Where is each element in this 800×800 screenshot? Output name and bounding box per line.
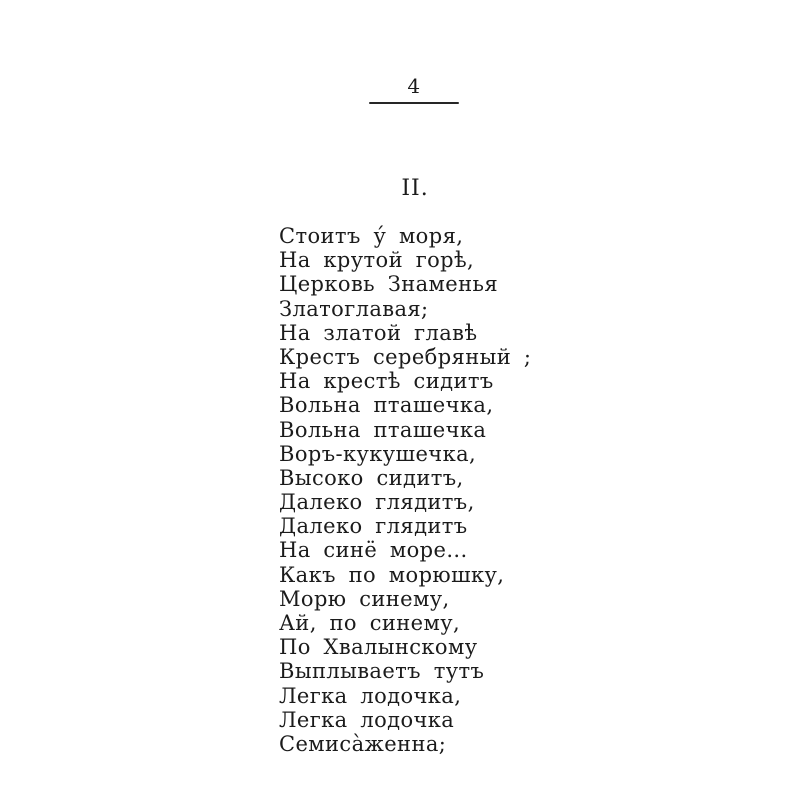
poem-line: Какъ по морюшку, (279, 562, 505, 587)
poem-line: На златой главѣ (279, 320, 478, 345)
poem-line: Далеко глядитъ, (279, 490, 475, 515)
poem-line: Высоко сидитъ, (279, 465, 464, 490)
poem-line: Семиса̀женна; (279, 731, 447, 756)
poem-line: Далеко глядитъ (279, 514, 468, 539)
poem-line: Вольна пташечка (279, 417, 487, 442)
poem-text-block (279, 224, 531, 756)
poem-line: Церковь Знаменья (279, 272, 498, 297)
page-number: 4 (407, 74, 421, 98)
poem-line: Ай, по синему, (279, 611, 461, 635)
poem-line: Златоглавая; (279, 296, 429, 321)
poem-line: Легка лодочка (279, 707, 455, 732)
poem-line: На крестѣ сидитъ (279, 369, 494, 394)
poem-line: Морю синему, (279, 586, 450, 611)
section-heading: II. (401, 176, 429, 201)
poem-line: Выплываетъ тутъ (279, 659, 485, 684)
poem-line: На синё море... (279, 538, 468, 563)
poem-line: Воръ-кукушечка, (279, 441, 477, 466)
poem-line: Стоитъ у́ моря, (279, 224, 464, 248)
poem-line: Вольна пташечка, (279, 393, 494, 418)
poem-line: Легка лодочка, (279, 683, 462, 708)
header-rule-divider (369, 102, 459, 104)
poem-line: По Хвалынскому (279, 635, 478, 660)
poem-line: Крестъ серебряный ; (279, 344, 532, 369)
poem-line: На крутой горѣ, (279, 248, 475, 273)
